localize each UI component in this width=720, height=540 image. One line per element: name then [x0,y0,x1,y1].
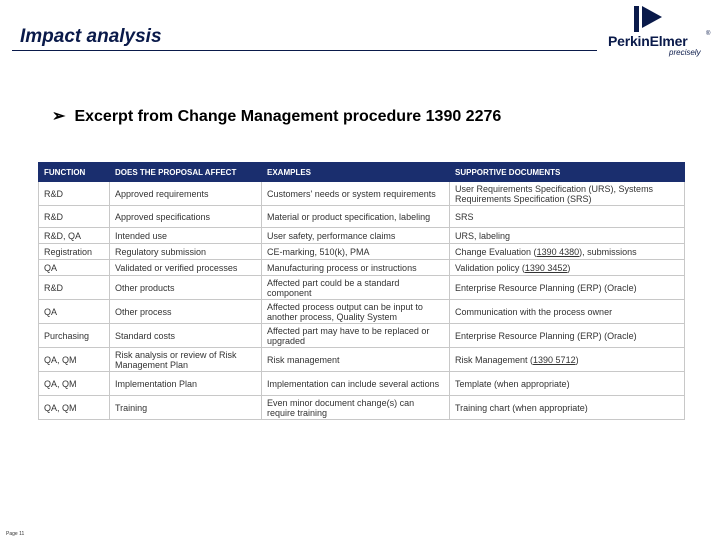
cell-docs: URS, labeling [450,228,685,244]
cell-examples: Affected part could be a standard component [262,276,450,300]
cell-examples: Customers' needs or system requirements [262,182,450,206]
cell-affect: Regulatory submission [110,244,262,260]
cell-affect: Risk analysis or review of Risk Management Plan [110,348,262,372]
cell-docs-text: ), submissions [579,246,637,257]
cell-examples: User safety, performance claims [262,228,450,244]
cell-docs: Training chart (when appropriate) [450,396,685,420]
table-row [39,396,685,420]
cell-function: R&D, QA [39,228,110,244]
column-header-examples: EXAMPLES [262,163,450,182]
cell-examples: Even minor document change(s) can require training [262,396,450,420]
cell-docs: SRS [450,206,685,228]
cell-docs: User Requirements Specification (URS), Systems Requirements Specification (SRS) [450,182,685,206]
cell-affect: Approved specifications [110,206,262,228]
cell-docs: Communication with the process owner [450,300,685,324]
bullet-point [52,106,501,126]
cell-docs-text: Change Evaluation ( [455,246,537,257]
cell-function: R&D [39,206,110,228]
cell-affect: Training [110,396,262,420]
perkinelmer-logo-icon [632,4,668,34]
document-link[interactable]: 1390 3452 [524,262,568,273]
bullet-text: Excerpt from Change Management procedure 1390 2276 [74,108,502,125]
column-header-affect: DOES THE PROPOSAL AFFECT [110,163,262,182]
table-row [39,228,685,244]
column-header-function: FUNCTION [39,163,110,182]
cell-docs: Template (when appropriate) [450,372,685,396]
table-row [39,348,685,372]
cell-function: QA [39,260,110,276]
cell-docs [450,244,685,260]
cell-docs: Enterprise Resource Planning (ERP) (Oracle) [450,276,685,300]
cell-docs [450,348,685,372]
company-logo [606,4,714,58]
table-row [39,300,685,324]
arrow-bullet-icon: ➢ [52,108,66,125]
cell-docs-text: ) [567,262,571,273]
cell-examples: Material or product specification, labeling [262,206,450,228]
document-link[interactable]: 1390 5712 [533,354,576,365]
cell-function: Purchasing [39,324,110,348]
cell-affect: Other products [110,276,262,300]
table-row [39,324,685,348]
cell-examples: Manufacturing process or instructions [262,260,450,276]
cell-function: R&D [39,182,110,206]
logo-tagline: precisely [669,48,701,57]
logo-wordmark: PerkinElmer [608,33,688,49]
cell-function: R&D [39,276,110,300]
column-header-docs: SUPPORTIVE DOCUMENTS [450,163,685,182]
cell-docs: Enterprise Resource Planning (ERP) (Oracle) [450,324,685,348]
cell-function: QA, QM [39,372,110,396]
cell-examples: Affected part may have to be replaced or upgraded [262,324,450,348]
cell-affect: Standard costs [110,324,262,348]
cell-function: QA [39,300,110,324]
page-title: Impact analysis [20,26,162,47]
cell-function: QA, QM [39,396,110,420]
logo-registered-mark: ® [706,31,711,37]
cell-function: Registration [39,244,110,260]
document-link[interactable]: 1390 4380 [536,246,580,257]
cell-affect: Approved requirements [110,182,262,206]
cell-docs [450,260,685,276]
cell-docs-text: Risk Management ( [455,354,534,365]
cell-examples: CE-marking, 510(k), PMA [262,244,450,260]
cell-affect: Implementation Plan [110,372,262,396]
title-divider [12,50,597,51]
table-row [39,182,685,206]
table-row [39,260,685,276]
table-row [39,206,685,228]
cell-affect: Validated or verified processes [110,260,262,276]
table-row [39,276,685,300]
cell-docs-text: Validation policy ( [455,262,525,273]
cell-examples: Risk management [262,348,450,372]
table-header-row [39,163,685,182]
page-number: Page 11 [6,531,25,537]
impact-table [38,162,685,420]
cell-examples: Implementation can include several actions [262,372,450,396]
table-row [39,372,685,396]
cell-affect: Intended use [110,228,262,244]
cell-affect: Other process [110,300,262,324]
table-row [39,244,685,260]
cell-examples: Affected process output can be input to another process, Quality System [262,300,450,324]
cell-docs-text: ) [575,354,579,365]
cell-function: QA, QM [39,348,110,372]
